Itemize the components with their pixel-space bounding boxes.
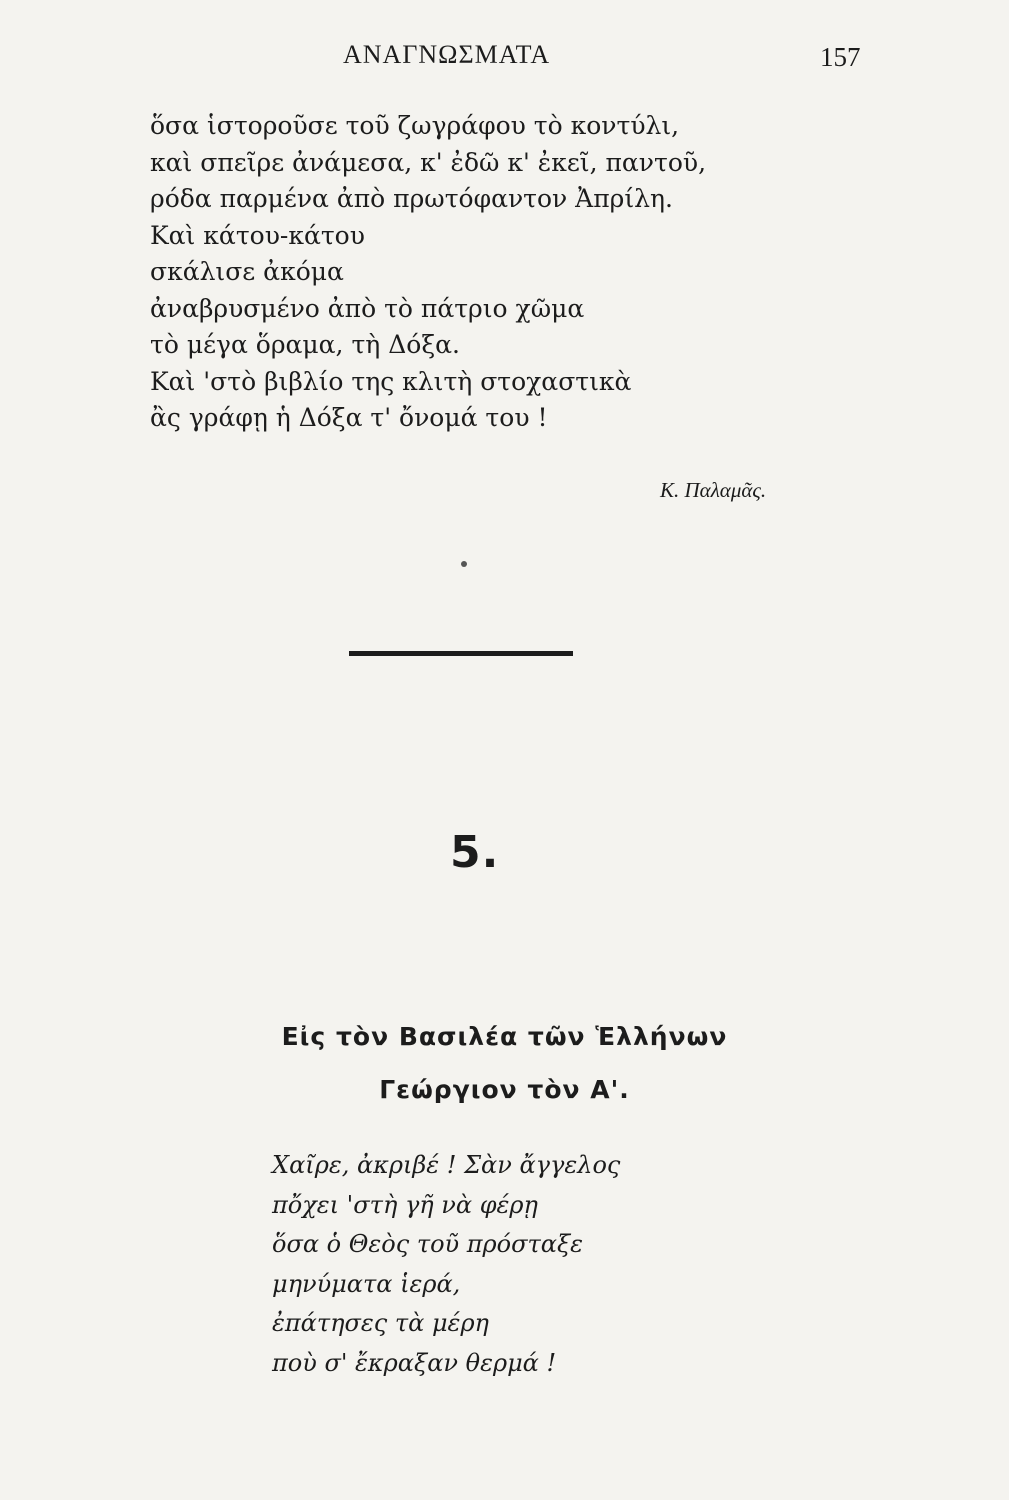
section-divider-rule <box>349 651 573 656</box>
poem-a <box>150 108 850 437</box>
running-head <box>0 36 1009 76</box>
ornament-dot <box>461 561 467 567</box>
poem-line: καὶ σπεῖρε ἀνάμεσα, κ' ἐδῶ κ' ἐκεῖ, παντοῦ, <box>150 147 707 177</box>
poem-line: ποὺ σ' ἔκραξαν θερμά ! <box>272 1348 557 1377</box>
poem-line: σκάλισε ἀκόμα <box>150 257 344 286</box>
poem-line: ἂς γράφῃ ἡ Δόξα τ' ὄνομά του ! <box>150 403 548 432</box>
poem-line: ὅσα ὁ Θεὸς τοῦ πρόσταξε <box>272 1230 584 1258</box>
poem-line: ἀναβρυσμένο ἀπὸ τὸ πάτριο χῶμα <box>150 293 585 323</box>
author-signature: Κ. Παλαμᾶς. <box>660 478 767 502</box>
poem-line: μηνύματα ἱερά, <box>272 1269 461 1298</box>
poem-b <box>272 1146 832 1383</box>
running-title: ΑΝΑΓΝΩΣΜΑΤΑ <box>343 40 551 69</box>
page-number: 157 <box>820 42 861 72</box>
section-number: 5. <box>450 827 500 878</box>
poem-line: Χαῖρε, ἀκριβέ ! Σὰν ἄγγελος <box>272 1151 621 1179</box>
section-heading-line-2: Γεώργιον τὸν Α'. <box>379 1075 630 1104</box>
poem-line: πὄχει 'στὴ γῆ νὰ φέρῃ <box>272 1190 538 1219</box>
section-heading-line-1: Εἰς τὸν Βασιλέα τῶν Ἑλλήνων <box>281 1022 728 1051</box>
poem-line: Καὶ 'στὸ βιβλίο της κλιτὴ στοχαστικὰ <box>150 366 632 396</box>
poem-line: ἐπάτησες τὰ μέρη <box>272 1309 489 1337</box>
poem-line: ρόδα παρμένα ἀπὸ πρωτόφαντον Ἀπρίλη. <box>150 184 673 213</box>
poem-line: Καὶ κάτου-κάτου <box>150 220 365 250</box>
poem-line: ὅσα ἱστοροῦσε τοῦ ζωγράφου τὸ κοντύλι, <box>150 111 680 140</box>
poem-line: τὸ μέγα ὅραμα, τὴ Δόξα. <box>150 330 460 359</box>
